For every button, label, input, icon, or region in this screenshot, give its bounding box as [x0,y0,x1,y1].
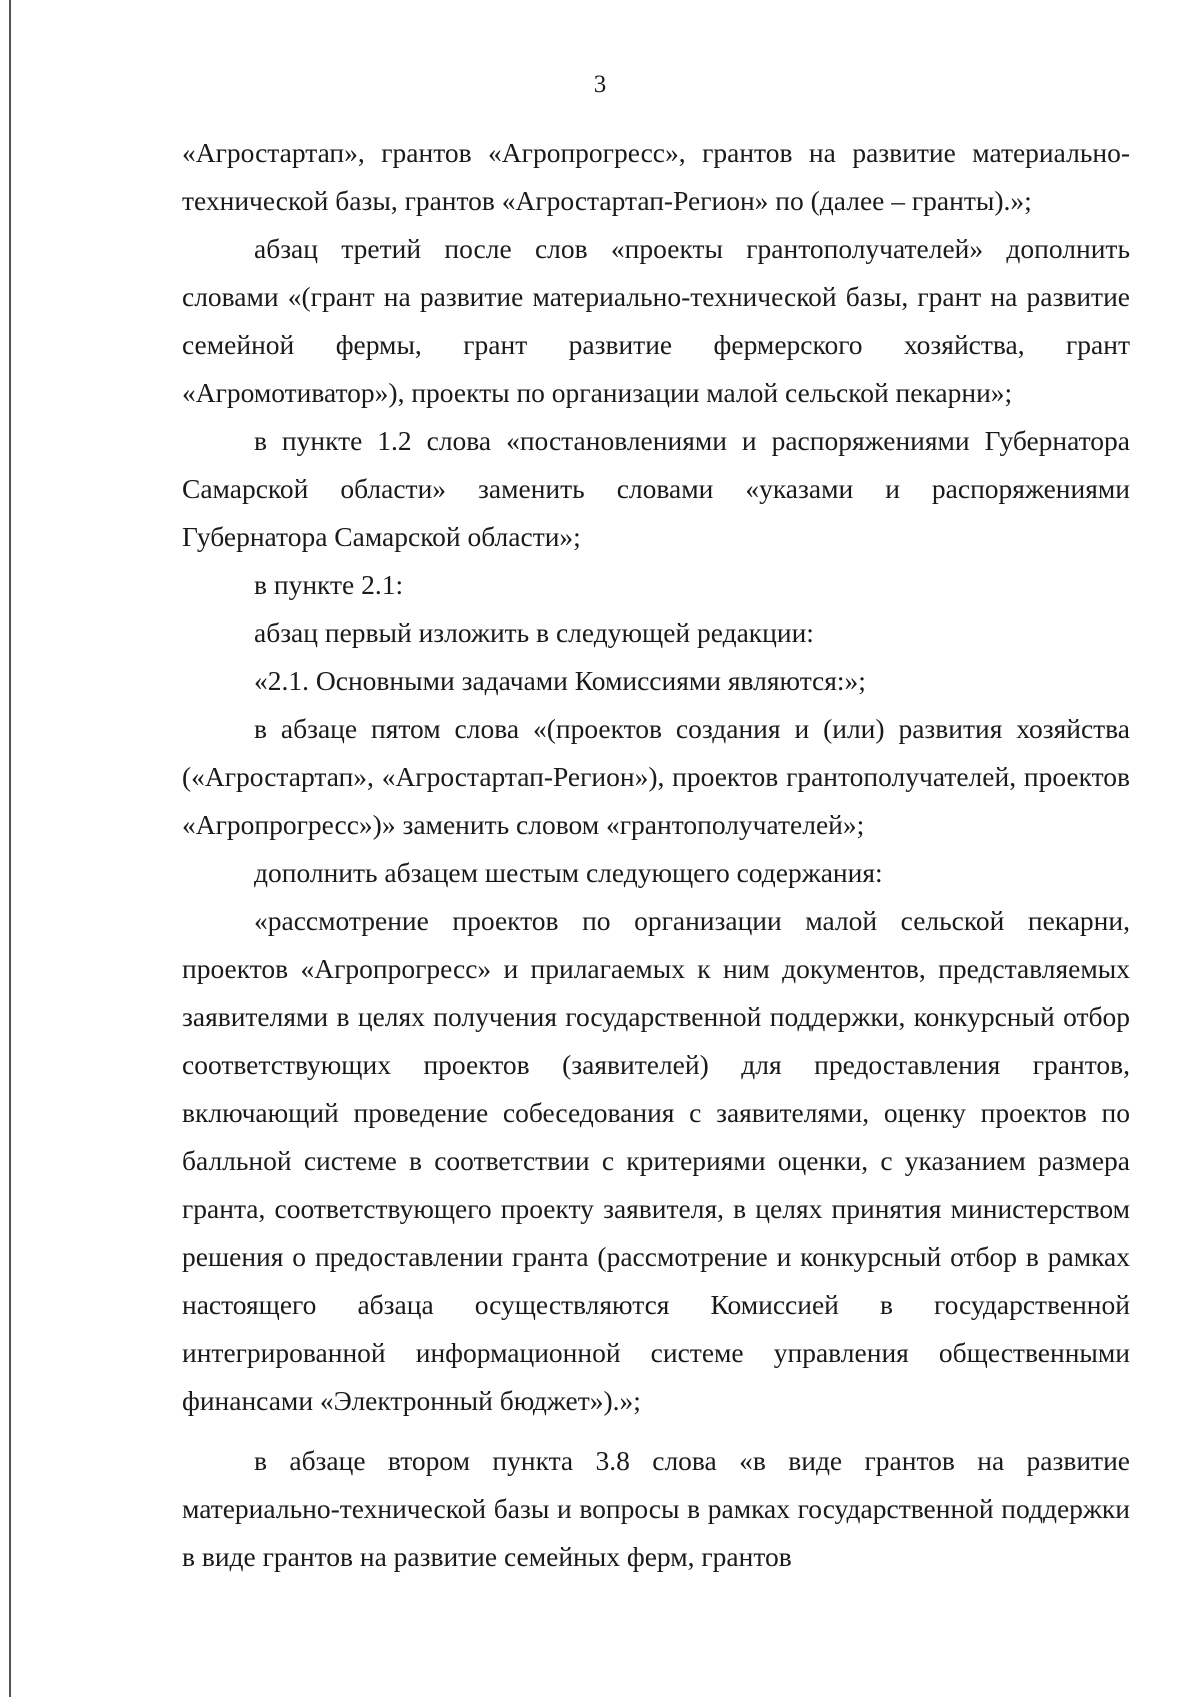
paragraph-punkt-3-8: в абзаце втором пункта 3.8 слова «в виде грантов на развитие материально-технической базы и вопросы в рамках государственной поддержки в виде грантов на развитие семейных ферм, грантов [182,1445,1130,1572]
paragraph-punkt-1-2: в пункте 1.2 слова «постановлениями и распоряжениями Губернатора Самарской области» заменить словами «указами и распоряжениями Губернатора Самарской области»; [182,425,1130,552]
paragraph-abzac-tretiy: абзац третий после слов «проекты грантополучателей» дополнить словами «(грант на развитие материально-технической базы, грант на развитие семейной фермы, грант развитие фермерского хозяйства, грант «Агромотиватор»), проекты по организации малой сельской пекарни»; [182,233,1130,408]
paragraph-continuation: «Агростартап», грантов «Агропрогресс», грантов на развитие материально-технической базы, грантов «Агростартап-Регион» по (далее – гранты).»; [182,137,1130,216]
paragraph-punkt-2-1: в пункте 2.1: [254,569,404,600]
paragraph-abzac-shestoy: дополнить абзацем шестым следующего содержания: [254,857,883,888]
paragraph-rassmotrenie: «рассмотрение проектов по организации малой сельской пекарни, проектов «Агропрогресс» и прилагаемых к ним документов, представляемых заявителями в целях получения государственной поддержки, конкурсный отбор соответствующих проектов (заявителей) для предоставления грантов, включающий проведение собеседования с заявителями, оценку проектов по балльной системе в соответствии с критериями оценки, с указанием размера гранта, соответствующего проекту заявителя, в целях принятия министерством решения о предоставлении гранта (рассмотрение и конкурсный отбор в рамках настоящего абзаца осуществляются Комиссией в государственной интегрированной информационной системе управления общественными финансами «Электронный бюджет»).»; [182,905,1130,1416]
document-body [182,129,1130,1581]
paragraph-abzac-perviy: абзац первый изложить в следующей редакции: [254,617,814,648]
paragraph-quote-2-1: «2.1. Основными задачами Комиссиями являются:»; [254,665,866,696]
page-number: 3 [593,71,607,98]
page-left-border [9,0,11,1697]
paragraph-abzac-pyatiy: в абзаце пятом слова «(проектов создания и (или) развития хозяйства («Агростартап», «Агростартап-Регион»), проектов грантополучателей, проектов «Агропрогресс»)» заменить словом «грантополучателей»; [182,713,1130,840]
